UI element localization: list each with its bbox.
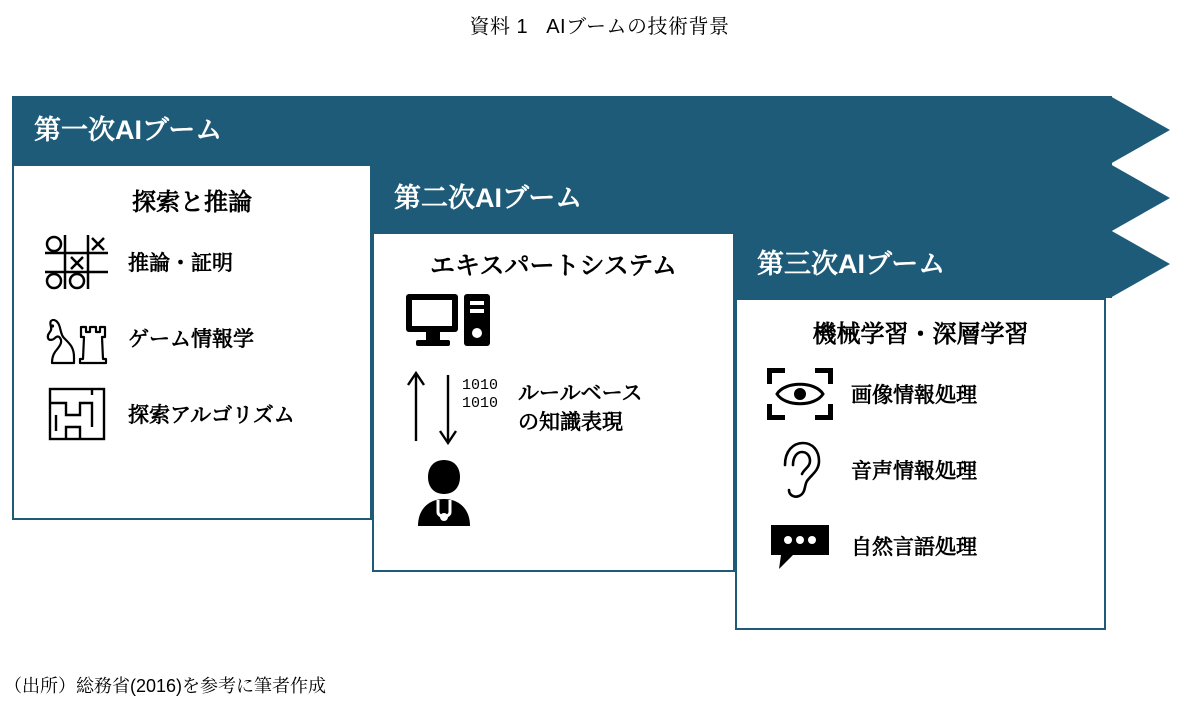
tic-tac-toe-icon [40, 231, 114, 293]
list-item [14, 307, 370, 369]
box-third-ai-boom [735, 298, 1106, 630]
list-item [14, 231, 370, 293]
chess-pieces-icon [40, 307, 114, 369]
eye-scan-icon [763, 363, 837, 425]
binary-exchange-arrows-icon [400, 363, 510, 454]
list-item-label: 自然言語処理 [851, 536, 977, 559]
maze-icon [40, 383, 114, 445]
box-heading: エキスパートシステム [429, 252, 677, 280]
list-item-label: 音声情報処理 [851, 460, 977, 483]
source-note: （出所）総務省(2016)を参考に筆者作成 [4, 676, 327, 696]
page-title [0, 10, 1199, 39]
box-first-ai-boom [12, 164, 372, 520]
list-item [374, 288, 733, 359]
box-heading: 探索と推論 [132, 189, 252, 216]
list-item-label: ゲーム情報学 [128, 328, 254, 351]
ear-icon [763, 439, 837, 501]
box-second-ai-boom [372, 232, 735, 572]
list-item-label: ルールベース の知識表現 [518, 382, 643, 434]
list-item [737, 515, 1104, 577]
box-heading: 機械学習・深層学習 [812, 321, 1029, 348]
list-item [14, 383, 370, 445]
svg-text:1010: 1010 [462, 395, 499, 412]
banner-arrow-tip [1110, 206, 1170, 322]
figure-title-text: AIブームの技術背景 [546, 16, 730, 38]
list-item-label: 推論・証明 [128, 252, 233, 275]
list-item-label: 画像情報処理 [851, 384, 977, 407]
doctor-icon [408, 517, 480, 534]
figure-number: 資料 1 [469, 16, 529, 38]
banner-label: 第一次AIブーム [34, 115, 223, 145]
diagram-canvas [0, 86, 1199, 656]
list-item [374, 454, 733, 535]
banner-third-ai-boom [735, 230, 1172, 298]
banner-label: 第三次AIブーム [757, 249, 946, 279]
banner-label: 第二次AIブーム [394, 183, 583, 213]
banner-second-ai-boom [372, 164, 1172, 232]
list-item [374, 363, 733, 454]
banner-first-ai-boom [12, 96, 1172, 164]
list-item [737, 363, 1104, 425]
svg-text:1010: 1010 [462, 377, 499, 394]
speech-bubble-icon [763, 515, 837, 577]
list-item [737, 439, 1104, 501]
desktop-computer-icon [404, 288, 496, 359]
list-item-label: 探索アルゴリズム [128, 404, 295, 427]
